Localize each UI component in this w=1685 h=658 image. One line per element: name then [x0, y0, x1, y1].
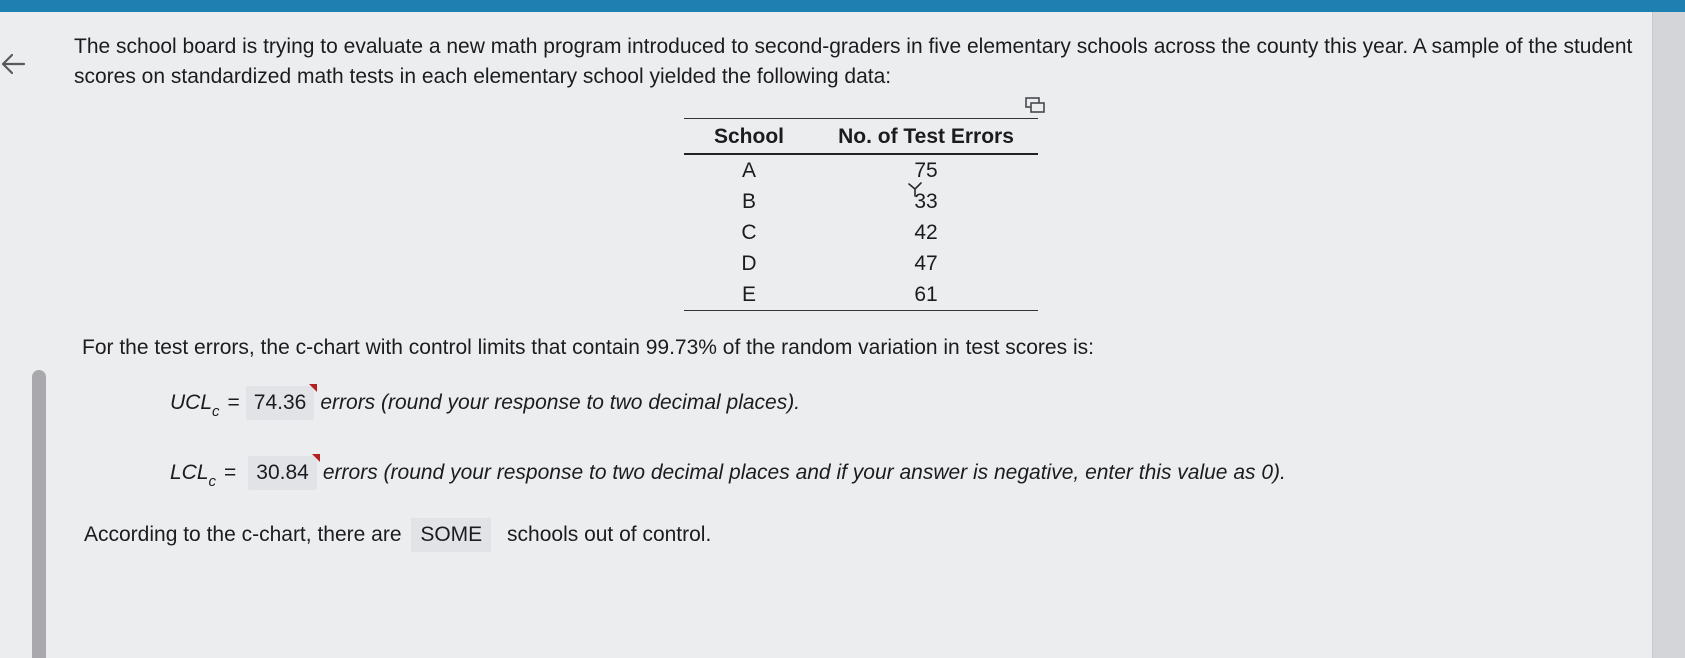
school-cell: D — [741, 251, 757, 275]
school-cell: B — [741, 189, 756, 213]
data-table — [684, 118, 1038, 311]
ucl-label: UCL — [170, 391, 213, 414]
question-text: For the test errors, the c-chart with control limits that contain 99.73% of the random variation in test scores is: — [82, 336, 1094, 359]
lcl-formula — [170, 456, 1286, 490]
ucl-formula — [170, 386, 800, 420]
errors-cell: 75 — [914, 158, 938, 182]
errors-cell: 47 — [914, 251, 938, 275]
conclusion-sentence — [84, 518, 711, 552]
lcl-label: LCL — [170, 461, 209, 484]
errors-cell: 33 — [914, 189, 938, 213]
table-row — [684, 217, 1038, 248]
school-cell: C — [741, 220, 757, 244]
lcl-subscript: c — [208, 473, 217, 490]
lcl-answer-field[interactable]: 30.84 — [248, 456, 317, 490]
header-school: School — [684, 119, 814, 155]
table-row — [684, 279, 1038, 311]
ucl-equals: = — [227, 391, 240, 414]
back-arrow-icon[interactable] — [0, 50, 26, 78]
ucl-instructions: errors (round your response to two decimal places). — [320, 391, 801, 414]
right-panel-edge — [1652, 12, 1685, 658]
pen-mark-icon — [906, 180, 924, 198]
table-row — [684, 186, 1038, 217]
header-errors: No. of Test Errors — [814, 119, 1038, 155]
problem-intro: The school board is trying to evaluate a new math program introduced to second-graders in five elementary schools across the county this year. A sample of the student scores on standardized math tests in each elementary school yielded the following data: — [74, 35, 1633, 88]
errors-cell: 42 — [914, 220, 938, 244]
ucl-answer-field[interactable]: 74.36 — [246, 386, 315, 420]
scrollbar[interactable] — [32, 370, 46, 658]
conclusion-after: schools out of control. — [507, 523, 712, 546]
ucl-subscript: c — [212, 403, 220, 420]
school-cell: E — [684, 279, 814, 311]
school-cell: A — [741, 158, 756, 182]
top-bar — [0, 0, 1685, 12]
table-row — [684, 154, 1038, 186]
control-status-dropdown[interactable]: SOME — [411, 518, 491, 552]
errors-cell: 61 — [814, 279, 1038, 311]
table-row — [684, 248, 1038, 279]
lcl-equals: = — [224, 461, 237, 484]
lcl-instructions: errors (round your response to two decimal places and if your answer is negative, enter this value as 0). — [322, 461, 1286, 484]
copy-table-icon[interactable] — [1025, 97, 1045, 115]
conclusion-before: According to the c-chart, there are — [84, 523, 402, 546]
